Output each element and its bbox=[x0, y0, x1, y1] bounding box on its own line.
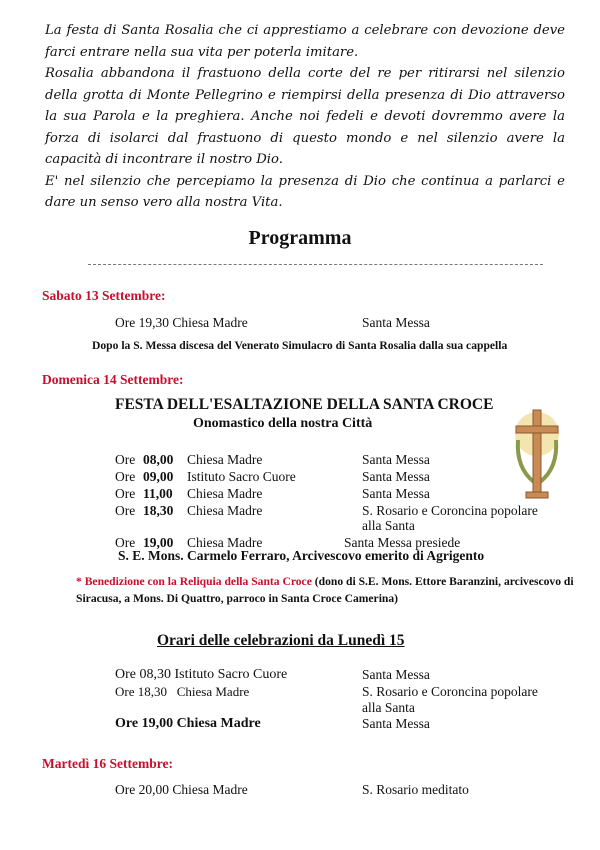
orari-event: S. Rosario e Coroncina popolare bbox=[362, 684, 538, 699]
programma-title: Programma bbox=[248, 227, 352, 249]
sabato-note: Dopo la S. Messa discesa del Venerato Simulacro di Santa Rosalia dalla sua cappella bbox=[92, 339, 508, 352]
schedule-place: Chiesa Madre bbox=[187, 503, 263, 518]
sabato-heading: Sabato 13 Settembre: bbox=[42, 288, 166, 303]
martedi-heading: Martedì 16 Settembre: bbox=[42, 756, 173, 771]
schedule-place: Istituto Sacro Cuore bbox=[187, 469, 296, 484]
sabato-time: Ore 19,30 Chiesa Madre bbox=[115, 315, 248, 330]
orari-time-place: Ore 08,30 Istituto Sacro Cuore bbox=[115, 667, 288, 682]
intro-paragraph-3: E' nel silenzio che percepiamo la presenza di Dio che continua a parlarci e dare un senso vero alla nostra Vita. bbox=[45, 173, 565, 210]
festa-heading: FESTA DELL'ESALTAZIONE DELLA SANTA CROCE bbox=[115, 396, 494, 413]
schedule-event: Santa Messa bbox=[362, 469, 430, 484]
benedizione-note bbox=[76, 573, 576, 607]
schedule-event: S. Rosario e Coroncina popolare bbox=[362, 503, 538, 518]
celebrant-line: S. E. Mons. Carmelo Ferraro, Arcivescovo emerito di Agrigento bbox=[118, 548, 485, 563]
schedule-ore-label: Ore bbox=[115, 486, 136, 501]
schedule-ore-label: Ore bbox=[115, 469, 136, 484]
schedule-ore-label: Ore bbox=[115, 535, 136, 550]
martedi-time: Ore 20,00 Chiesa Madre bbox=[115, 782, 248, 797]
intro-paragraph-2: Rosalia abbandona il frastuono della corte del re per ritirarsi nel silenzio della grotta di Monte Pellegrino e riempirsi della presenza di Dio attraverso la sua Parola e la preghiera. Anche noi fedeli e devoti dovremmo avere la forza di isolarci dal frastuono di questo mondo e nel silenzio avere la capacità di incontrare il nostro Dio. bbox=[45, 66, 565, 167]
schedule-time: 08,00 bbox=[143, 452, 174, 467]
dashed-divider bbox=[88, 264, 543, 265]
schedule-time: 09,00 bbox=[143, 469, 174, 484]
orari-event-continued: alla Santa bbox=[362, 700, 415, 715]
schedule-time: 11,00 bbox=[143, 486, 173, 501]
schedule-place: Chiesa Madre bbox=[187, 535, 263, 550]
schedule-ore-label: Ore bbox=[115, 503, 136, 518]
schedule-time: 18,30 bbox=[143, 503, 174, 518]
sabato-event: Santa Messa bbox=[362, 315, 430, 330]
martedi-event: S. Rosario meditato bbox=[362, 782, 469, 797]
benedizione-red: * Benedizione con la Reliquia della Santa Croce bbox=[76, 575, 312, 588]
schedule-event: Santa Messa presiede bbox=[344, 535, 461, 550]
cross-icon bbox=[508, 408, 566, 500]
orari-heading: Orari delle celebrazioni da Lunedì 15 bbox=[157, 632, 405, 649]
schedule-place: Chiesa Madre bbox=[187, 452, 263, 467]
orari-time-place: Ore 19,00 Chiesa Madre bbox=[115, 716, 261, 731]
orari-event: Santa Messa bbox=[362, 716, 430, 731]
schedule-time: 19,00 bbox=[143, 535, 174, 550]
onomastico-subheading: Onomastico della nostra Città bbox=[193, 416, 373, 431]
schedule-ore-label: Ore bbox=[115, 452, 136, 467]
schedule-event: Santa Messa bbox=[362, 452, 430, 467]
orari-time-place: Ore 18,30 Chiesa Madre bbox=[115, 684, 250, 699]
intro-paragraph-1: La festa di Santa Rosalia che ci apprestiamo a celebrare con devozione deve farci entrare nella sua vita per poterla imitare. bbox=[45, 23, 565, 60]
intro-text bbox=[45, 20, 565, 214]
benedizione-rest: (dono di S.E. Mons. Ettore Baranzini, arcivescovo di Siracusa, a Mons. Di Quattro, parroco in Santa Croce Camerina) bbox=[76, 575, 574, 605]
schedule-place: Chiesa Madre bbox=[187, 486, 263, 501]
domenica-heading: Domenica 14 Settembre: bbox=[42, 372, 184, 387]
schedule-event: Santa Messa bbox=[362, 486, 430, 501]
orari-event: Santa Messa bbox=[362, 667, 430, 682]
schedule-event-continued: alla Santa bbox=[362, 518, 415, 533]
